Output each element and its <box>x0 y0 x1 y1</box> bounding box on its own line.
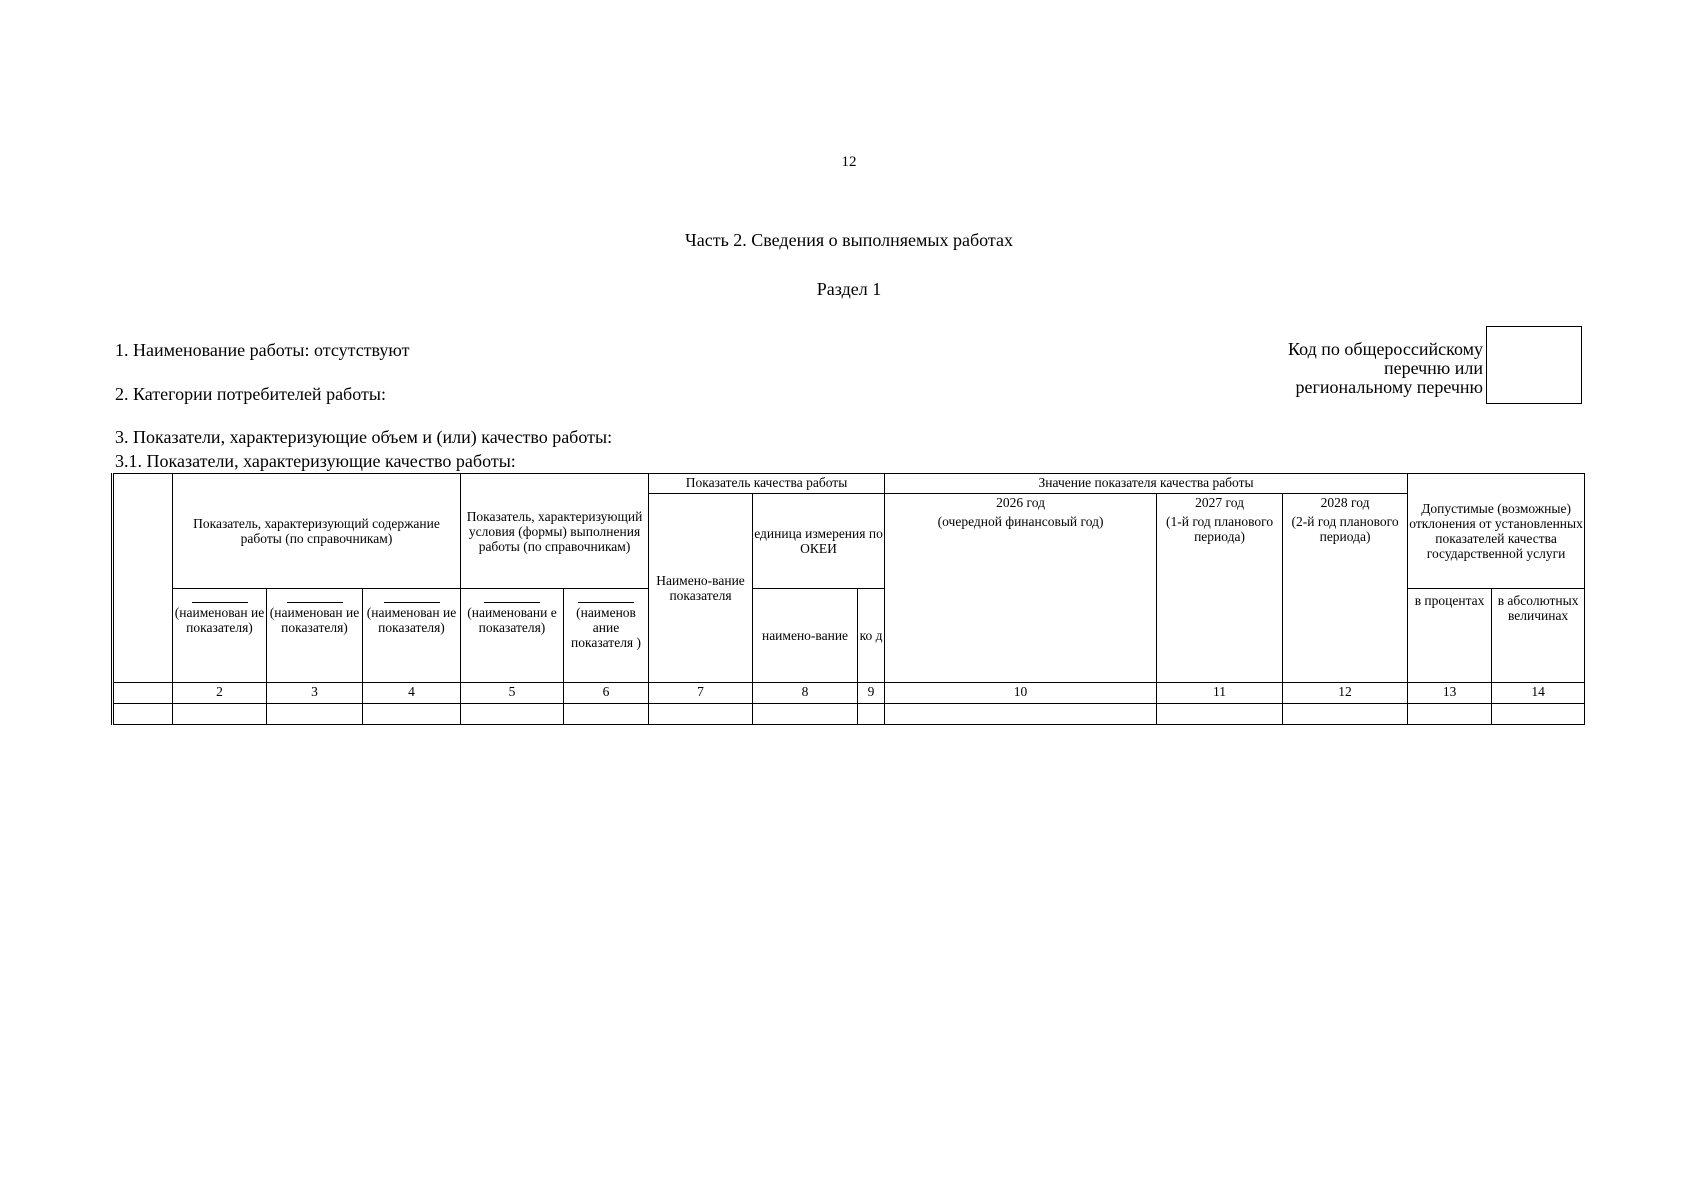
registry-code-label-line: Код по общероссийскому <box>1288 339 1483 359</box>
column-number-cell: 4 <box>363 683 461 704</box>
blank-line <box>484 602 540 603</box>
table-cell[interactable] <box>1408 704 1492 725</box>
page-number: 12 <box>841 154 857 170</box>
indicator-name-header: Наимено-вание показателя <box>649 494 753 683</box>
content-subheader-1 <box>173 589 267 683</box>
quality-indicators-table <box>111 473 1585 725</box>
year-2027-subtitle: (1-й год планового периода) <box>1166 514 1274 544</box>
part-title: Часть 2. Сведения о выполняемых работах <box>685 230 1013 250</box>
column-number-cell: 5 <box>461 683 564 704</box>
quality-indicator-header: Показатель качества работы <box>649 474 885 494</box>
table-cell[interactable] <box>1492 704 1585 725</box>
conditions-subheader-1 <box>461 589 564 683</box>
registry-code-label <box>1236 340 1483 397</box>
column-number-cell: 8 <box>753 683 858 704</box>
blank-line <box>384 602 440 603</box>
year-2027-header <box>1157 494 1283 683</box>
table-cell[interactable] <box>173 704 267 725</box>
registry-code-label-line: перечню или <box>1383 358 1483 378</box>
table-cell[interactable] <box>461 704 564 725</box>
column-number-cell: 12 <box>1283 683 1408 704</box>
year-2026-subtitle: (очередной финансовый год) <box>937 514 1104 529</box>
content-subheader-3 <box>363 589 461 683</box>
unit-code-header: ко д <box>858 589 885 683</box>
blank-line <box>192 602 248 603</box>
table-cell[interactable] <box>363 704 461 725</box>
column-number-cell <box>113 683 173 704</box>
subheader-label: (наименовани е показателя) <box>467 605 557 635</box>
column-number-cell: 3 <box>267 683 363 704</box>
year-2028-header <box>1283 494 1408 683</box>
year-2028-subtitle: (2-й год планового периода) <box>1291 514 1399 544</box>
table-cell[interactable] <box>1157 704 1283 725</box>
column-number-cell: 2 <box>173 683 267 704</box>
row-number-header <box>113 474 173 683</box>
unit-name-header: наимено-вание <box>753 589 858 683</box>
content-subheader-2 <box>267 589 363 683</box>
consumers-field: 2. Категории потребителей работы: <box>115 384 386 404</box>
quality-value-header: Значение показателя качества работы <box>885 474 1408 494</box>
column-number-cell: 11 <box>1157 683 1283 704</box>
table-cell[interactable] <box>858 704 885 725</box>
indicators-heading: 3. Показатели, характеризующие объем и (или) качество работы: <box>115 427 613 447</box>
deviation-absolute-header: в абсолютных величинах <box>1492 589 1585 683</box>
conditions-subheader-2 <box>564 589 649 683</box>
table-cell[interactable] <box>564 704 649 725</box>
year-2028-title: 2028 год <box>1320 495 1370 510</box>
section-title: Раздел 1 <box>816 279 882 299</box>
work-name-field: 1. Наименование работы: отсутствуют <box>115 340 410 360</box>
quality-indicators-heading: 3.1. Показатели, характеризующие качество работы: <box>115 451 516 471</box>
column-number-cell: 7 <box>649 683 753 704</box>
column-number-cell: 14 <box>1492 683 1585 704</box>
table-cell[interactable] <box>113 704 173 725</box>
table-header-row <box>113 474 1585 494</box>
blank-line <box>578 602 634 603</box>
subheader-label: (наименов ание показателя ) <box>571 605 642 650</box>
column-numbers-row <box>113 683 1585 704</box>
table-cell[interactable] <box>649 704 753 725</box>
blank-line <box>287 602 343 603</box>
year-2026-header <box>885 494 1157 683</box>
year-2027-title: 2027 год <box>1195 495 1244 510</box>
table-cell[interactable] <box>267 704 363 725</box>
content-indicator-header: Показатель, характеризующий содержание работы (по справочникам) <box>173 474 461 589</box>
subheader-label: (наименован ие показателя) <box>174 605 265 635</box>
table-cell[interactable] <box>1283 704 1408 725</box>
column-number-cell: 10 <box>885 683 1157 704</box>
year-2026-title: 2026 год <box>996 495 1045 510</box>
table-row <box>113 704 1585 725</box>
deviation-percent-header: в процентах <box>1408 589 1492 683</box>
unit-okei-header: единица измерения по ОКЕИ <box>753 494 885 589</box>
conditions-indicator-header: Показатель, характеризующий условия (формы) выполнения работы (по справочникам) <box>461 474 649 589</box>
column-number-cell: 6 <box>564 683 649 704</box>
table-cell[interactable] <box>885 704 1157 725</box>
deviations-header: Допустимые (возможные) отклонения от установленных показателей качества государственной услуги <box>1408 474 1585 589</box>
table-cell[interactable] <box>753 704 858 725</box>
subheader-label: (наименован ие показателя) <box>269 605 360 635</box>
subheader-label: (наименован ие показателя) <box>366 605 457 635</box>
column-number-cell: 13 <box>1408 683 1492 704</box>
column-number-cell: 9 <box>858 683 885 704</box>
registry-code-label-line: региональному перечню <box>1295 377 1483 397</box>
registry-code-box[interactable] <box>1486 326 1582 404</box>
